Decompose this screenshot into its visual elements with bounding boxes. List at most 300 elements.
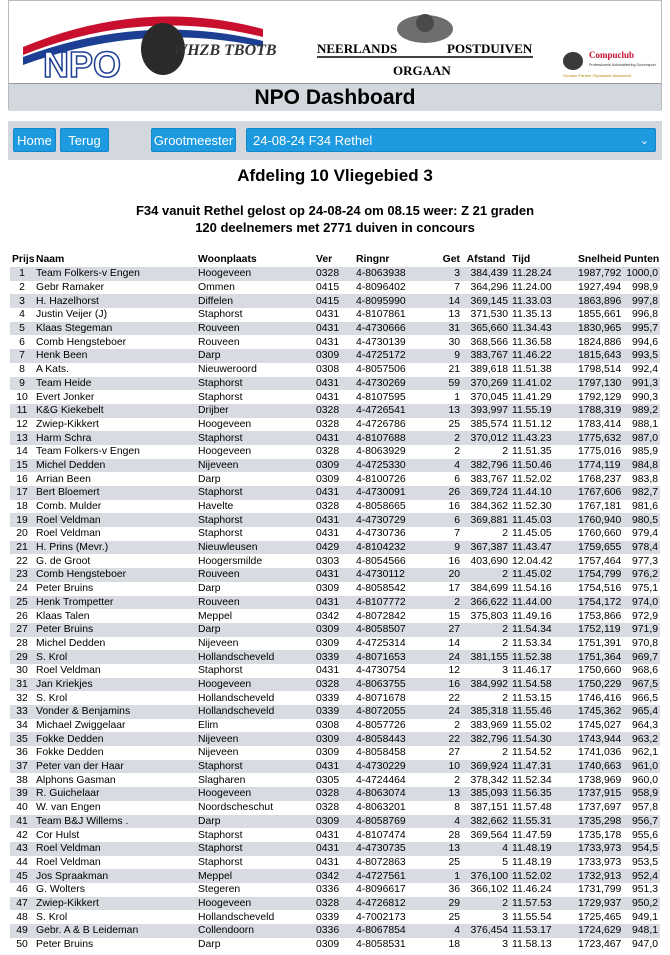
table-cell-afstand: 382,796 — [470, 459, 508, 471]
table-row — [10, 568, 660, 582]
back-button[interactable]: Terug — [60, 128, 109, 152]
table-cell-naam: Comb. Mulder — [36, 501, 102, 513]
table-cell-woonplaats: Nieuweroord — [198, 364, 257, 376]
table-cell-tijd: 11.52.02 — [512, 870, 552, 882]
table-cell-ver: 0309 — [316, 637, 340, 649]
table-cell-naam: Klaas Talen — [36, 610, 90, 622]
table-cell-prijs: 6 — [19, 336, 25, 348]
table-cell-get: 59 — [448, 377, 460, 389]
table-row — [10, 664, 660, 678]
table-cell-naam: Zwiep-Kikkert — [36, 418, 99, 430]
table-cell-woonplaats: Staphorst — [198, 761, 243, 773]
table-cell-woonplaats: Staphorst — [198, 528, 243, 540]
table-cell-ver: 0431 — [316, 596, 340, 608]
table-cell-punten: 947,0 — [631, 939, 658, 951]
table-cell-tijd: 11.52.34 — [512, 774, 552, 786]
table-cell-tijd: 11.55.02 — [512, 720, 552, 732]
table-cell-snelheid: 1863,896 — [578, 295, 622, 307]
table-cell-punten: 996,8 — [631, 309, 658, 321]
table-cell-snelheid: 1724,629 — [578, 925, 622, 937]
column-header-8: Snelheid — [578, 254, 622, 265]
table-cell-naam: Gebr. A & B Leideman — [36, 925, 139, 937]
table-cell-tijd: 11.46.17 — [512, 665, 552, 677]
table-cell-woonplaats: Hollandscheveld — [198, 706, 275, 718]
table-cell-prijs: 10 — [16, 391, 28, 403]
table-cell-afstand: 385,093 — [470, 788, 508, 800]
table-cell-afstand: 376,454 — [470, 925, 508, 937]
table-cell-prijs: 14 — [16, 446, 28, 458]
table-cell-naam: Fokke Dedden — [36, 747, 104, 759]
table-row — [10, 500, 660, 514]
logo-neerlands-text: NEERLANDS — [317, 41, 398, 56]
table-cell-tijd: 11.44.10 — [512, 487, 552, 499]
table-cell-ver: 0328 — [316, 405, 340, 417]
table-cell-ringnr: 4-8063201 — [356, 802, 406, 814]
table-cell-get: 4 — [454, 925, 460, 937]
table-cell-tijd: 11.52.02 — [512, 473, 552, 485]
compuclub-partner-text: Gouden Partner Olympiade Maastricht — [563, 73, 632, 78]
table-cell-naam: R. Guichelaar — [36, 788, 100, 800]
table-cell-punten: 976,2 — [631, 569, 658, 581]
table-cell-naam: Jos Spraakman — [36, 870, 109, 882]
table-cell-ver: 0336 — [316, 884, 340, 896]
table-row — [10, 349, 660, 363]
table-cell-ver: 0309 — [316, 350, 340, 362]
table-cell-ringnr: 4-8063074 — [356, 788, 406, 800]
table-cell-ver: 0328 — [316, 897, 340, 909]
table-cell-ringnr: 4-4730112 — [356, 569, 405, 581]
race-participants-info: 120 deelnemers met 2771 duiven in concours — [195, 220, 475, 235]
table-cell-prijs: 21 — [16, 542, 28, 554]
table-cell-woonplaats: Elim — [198, 720, 219, 732]
table-cell-ringnr: 4-4726541 — [356, 405, 406, 417]
table-cell-ver: 0431 — [316, 323, 340, 335]
table-cell-tijd: 11.51.35 — [512, 446, 552, 458]
table-cell-snelheid: 1735,178 — [578, 829, 622, 841]
table-cell-snelheid: 1733,973 — [578, 843, 622, 855]
table-row — [10, 828, 660, 842]
table-cell-tijd: 11.51.38 — [512, 364, 552, 376]
table-cell-tijd: 11.55.46 — [512, 706, 552, 718]
column-header-6: Afstand — [466, 254, 506, 265]
table-cell-ver: 0431 — [316, 856, 340, 868]
table-cell-get: 25 — [448, 856, 460, 868]
results-body — [10, 267, 660, 951]
table-row — [10, 335, 660, 349]
table-cell-naam: Arrian Been — [36, 473, 91, 485]
table-cell-get: 10 — [448, 761, 460, 773]
table-cell-snelheid: 1738,969 — [578, 774, 622, 786]
table-cell-afstand: 2 — [502, 569, 508, 581]
column-header-0: Prijs — [12, 254, 35, 265]
table-cell-get: 13 — [448, 788, 460, 800]
table-cell-woonplaats: Darp — [198, 583, 221, 595]
table-cell-ver: 0431 — [316, 829, 340, 841]
table-cell-punten: 969,7 — [631, 651, 658, 663]
table-cell-snelheid: 1729,937 — [578, 897, 622, 909]
table-row — [10, 678, 660, 692]
table-cell-afstand: 384,439 — [470, 268, 508, 280]
whzb-badge-text: WHZB TBOTB — [173, 42, 277, 59]
table-cell-ringnr: 4-8107772 — [356, 596, 406, 608]
table-cell-get: 15 — [448, 610, 460, 622]
table-cell-ringnr: 4-8072863 — [356, 856, 406, 868]
table-cell-prijs: 16 — [16, 473, 28, 485]
table-cell-prijs: 17 — [16, 487, 28, 499]
table-cell-tijd: 11.55.54 — [512, 911, 552, 923]
table-cell-woonplaats: Hollandscheveld — [198, 692, 275, 704]
table-cell-ringnr: 4-4725314 — [356, 637, 406, 649]
table-cell-ver: 0309 — [316, 815, 340, 827]
table-cell-afstand: 367,387 — [470, 542, 508, 554]
table-cell-prijs: 38 — [16, 774, 28, 786]
table-cell-woonplaats: Staphorst — [198, 309, 243, 321]
section-heading: Afdeling 10 Vliegebied 3 — [237, 166, 433, 185]
table-cell-prijs: 28 — [16, 637, 28, 649]
column-header-7: Tijd — [512, 254, 531, 265]
table-cell-snelheid: 1760,940 — [578, 514, 622, 526]
table-cell-prijs: 46 — [16, 884, 28, 896]
race-select[interactable] — [246, 128, 656, 152]
table-cell-ringnr: 4-8058458 — [356, 747, 406, 759]
table-row — [10, 856, 660, 870]
table-cell-afstand: 369,881 — [470, 514, 508, 526]
table-cell-woonplaats: Meppel — [198, 870, 233, 882]
table-cell-ringnr: 4-4727561 — [356, 870, 406, 882]
table-cell-punten: 957,8 — [631, 802, 658, 814]
column-header-4: Ringnr — [356, 254, 390, 265]
table-cell-punten: 980,5 — [631, 514, 658, 526]
table-cell-tijd: 11.56.35 — [512, 788, 552, 800]
table-cell-prijs: 50 — [16, 939, 28, 951]
table-cell-naam: Roel Veldman — [36, 856, 101, 868]
table-cell-get: 2 — [454, 432, 460, 444]
table-cell-afstand: 4 — [502, 843, 508, 855]
table-cell-get: 29 — [448, 897, 460, 909]
table-cell-punten: 981,6 — [631, 501, 658, 513]
table-cell-snelheid: 1788,319 — [578, 405, 622, 417]
table-cell-afstand: 382,662 — [470, 815, 508, 827]
table-cell-afstand: 371,530 — [470, 309, 508, 321]
table-cell-afstand: 385,574 — [470, 418, 508, 430]
table-cell-punten: 949,1 — [631, 911, 658, 923]
table-cell-ver: 0308 — [316, 720, 340, 732]
table-cell-snelheid: 1737,915 — [578, 788, 622, 800]
table-cell-naam: Michel Dedden — [36, 459, 106, 471]
table-cell-ringnr: 4-8096402 — [356, 282, 406, 294]
table-cell-tijd: 11.34.43 — [512, 323, 552, 335]
table-cell-naam: Evert Jonker — [36, 391, 95, 403]
table-cell-afstand: 384,362 — [470, 501, 508, 513]
table-cell-afstand: 2 — [502, 637, 508, 649]
npo-logo-text: NPO — [43, 44, 122, 79]
table-row — [10, 596, 660, 610]
table-cell-afstand: 384,992 — [470, 678, 508, 690]
table-cell-tijd: 11.45.02 — [512, 569, 552, 581]
table-cell-afstand: 385,318 — [470, 706, 508, 718]
table-cell-woonplaats: Staphorst — [198, 665, 243, 677]
table-cell-naam: Team Folkers-v Engen — [36, 446, 140, 458]
nav-bar — [8, 121, 662, 160]
table-cell-afstand: 381,155 — [470, 651, 508, 663]
table-cell-afstand: 368,566 — [470, 336, 508, 348]
table-cell-prijs: 25 — [16, 596, 28, 608]
table-cell-tijd: 11.41.29 — [512, 391, 552, 403]
table-row — [10, 308, 660, 322]
table-cell-ringnr: 4-8067854 — [356, 925, 406, 937]
results-header-row — [10, 252, 660, 267]
table-cell-afstand: 369,564 — [470, 829, 508, 841]
table-cell-ringnr: 4-4730666 — [356, 323, 406, 335]
table-cell-ringnr: 4-8057506 — [356, 364, 406, 376]
table-cell-tijd: 11.54.16 — [512, 583, 552, 595]
table-cell-woonplaats: Hollandscheveld — [198, 911, 275, 923]
table-cell-get: 2 — [454, 596, 460, 608]
table-cell-tijd: 11.55.19 — [512, 405, 552, 417]
table-cell-tijd: 11.36.58 — [512, 336, 552, 348]
table-cell-afstand: 393,997 — [470, 405, 508, 417]
table-cell-ver: 0431 — [316, 665, 340, 677]
table-cell-afstand: 383,767 — [470, 473, 508, 485]
table-cell-prijs: 40 — [16, 802, 28, 814]
table-cell-ringnr: 4-8107688 — [356, 432, 406, 444]
table-cell-snelheid: 1767,606 — [578, 487, 622, 499]
table-cell-snelheid: 1927,494 — [578, 282, 622, 294]
table-cell-prijs: 9 — [19, 377, 25, 389]
table-cell-ringnr: 4-8058769 — [356, 815, 406, 827]
table-cell-ver: 0431 — [316, 377, 340, 389]
table-cell-ringnr: 4-8071653 — [356, 651, 406, 663]
table-cell-ringnr: 4-8058507 — [356, 624, 406, 636]
table-cell-woonplaats: Nijeveen — [198, 733, 239, 745]
table-cell-punten: 954,5 — [631, 843, 658, 855]
table-cell-woonplaats: Staphorst — [198, 487, 243, 499]
table-cell-afstand: 2 — [502, 624, 508, 636]
table-cell-tijd: 11.44.00 — [512, 596, 552, 608]
table-cell-afstand: 375,803 — [470, 610, 508, 622]
table-cell-snelheid: 1775,016 — [578, 446, 622, 458]
table-cell-ringnr: 4-7002173 — [356, 911, 406, 923]
table-cell-punten: 990,3 — [631, 391, 658, 403]
table-cell-woonplaats: Stegeren — [198, 884, 241, 896]
table-cell-tijd: 11.48.19 — [512, 856, 552, 868]
table-cell-snelheid: 1723,467 — [578, 939, 622, 951]
table-cell-get: 7 — [454, 282, 460, 294]
table-cell-tijd: 11.54.30 — [512, 733, 552, 745]
page-title: NPO Dashboard — [9, 83, 661, 111]
table-cell-naam: Team Folkers-v Engen — [36, 268, 140, 280]
table-cell-snelheid: 1757,464 — [578, 555, 622, 567]
table-cell-ver: 0328 — [316, 501, 340, 513]
table-cell-snelheid: 1735,298 — [578, 815, 622, 827]
table-row — [10, 773, 660, 787]
table-cell-afstand: 383,767 — [470, 350, 508, 362]
table-cell-afstand: 364,296 — [470, 282, 508, 294]
home-button[interactable]: Home — [13, 128, 56, 152]
table-cell-punten: 994,6 — [631, 336, 658, 348]
table-cell-naam: G. de Groot — [36, 555, 91, 567]
table-row — [10, 705, 660, 719]
table-cell-prijs: 47 — [16, 897, 28, 909]
table-cell-afstand: 2 — [502, 747, 508, 759]
table-cell-get: 27 — [448, 624, 460, 636]
table-row — [10, 924, 660, 938]
table-cell-prijs: 5 — [19, 323, 25, 335]
table-cell-snelheid: 1767,181 — [578, 501, 622, 513]
table-cell-woonplaats: Diffelen — [198, 295, 234, 307]
table-cell-naam: Roel Veldman — [36, 514, 101, 526]
table-cell-get: 13 — [448, 405, 460, 417]
table-cell-naam: Cor Hulst — [36, 829, 80, 841]
table-cell-snelheid: 1798,514 — [578, 364, 622, 376]
table-cell-prijs: 30 — [16, 665, 28, 677]
table-row — [10, 377, 660, 391]
table-cell-prijs: 37 — [16, 761, 28, 773]
table-cell-ringnr: 4-8058542 — [356, 583, 406, 595]
table-cell-tijd: 11.43.47 — [512, 542, 552, 554]
table-cell-ringnr: 4-4726786 — [356, 418, 406, 430]
table-cell-get: 2 — [454, 720, 460, 732]
table-cell-ringnr: 4-4730091 — [356, 487, 406, 499]
table-cell-ringnr: 4-4724464 — [356, 774, 406, 786]
table-cell-punten: 983,8 — [631, 473, 658, 485]
table-cell-woonplaats: Darp — [198, 939, 221, 951]
table-row — [10, 582, 660, 596]
table-cell-tijd: 11.45.03 — [512, 514, 552, 526]
table-cell-woonplaats: Collendoorn — [198, 925, 255, 937]
table-cell-punten: 955,6 — [631, 829, 658, 841]
table-cell-get: 2 — [454, 774, 460, 786]
table-cell-ringnr: 4-8063929 — [356, 446, 406, 458]
table-cell-tijd: 11.53.17 — [512, 925, 552, 937]
table-cell-naam: Comb Hengsteboer — [36, 336, 127, 348]
table-cell-punten: 948,1 — [631, 925, 658, 937]
table-cell-prijs: 32 — [16, 692, 28, 704]
table-cell-naam: H. Hazelhorst — [36, 295, 99, 307]
table-cell-ringnr: 4-8072842 — [356, 610, 406, 622]
neerlands-postduiven-orgaan-logo — [307, 7, 543, 81]
table-cell-snelheid: 1768,237 — [578, 473, 622, 485]
table-cell-ringnr: 4-8057726 — [356, 720, 406, 732]
table-row — [10, 418, 660, 432]
column-header-2: Woonplaats — [198, 254, 257, 265]
table-cell-prijs: 36 — [16, 747, 28, 759]
table-cell-get: 22 — [448, 733, 460, 745]
table-row — [10, 459, 660, 473]
table-cell-prijs: 11 — [16, 405, 28, 417]
table-cell-tijd: 11.33.03 — [512, 295, 552, 307]
table-cell-afstand: 384,699 — [470, 583, 508, 595]
table-cell-tijd: 11.58.13 — [512, 939, 552, 951]
table-cell-ringnr: 4-8095990 — [356, 295, 406, 307]
table-cell-tijd: 11.51.12 — [512, 418, 552, 430]
table-cell-ringnr: 4-8100726 — [356, 473, 406, 485]
table-cell-get: 3 — [454, 268, 460, 280]
table-cell-tijd: 11.57.53 — [512, 897, 552, 909]
table-cell-ver: 0309 — [316, 747, 340, 759]
table-row — [10, 760, 660, 774]
table-cell-ver: 0309 — [316, 939, 340, 951]
table-row — [10, 390, 660, 404]
table-cell-ver: 0328 — [316, 268, 340, 280]
table-cell-naam: Roel Veldman — [36, 665, 101, 677]
table-cell-tijd: 11.49.16 — [512, 610, 552, 622]
table-cell-afstand: 382,796 — [470, 733, 508, 745]
table-cell-woonplaats: Hoogeveen — [198, 418, 252, 430]
table-cell-ver: 0431 — [316, 432, 340, 444]
table-cell-tijd: 11.35.13 — [512, 309, 552, 321]
table-cell-woonplaats: Hoogeveen — [198, 268, 252, 280]
table-cell-prijs: 34 — [16, 720, 28, 732]
table-cell-afstand: 370,045 — [470, 391, 508, 403]
grootmeester-button[interactable]: Grootmeester — [151, 128, 236, 152]
table-cell-punten: 960,0 — [631, 774, 658, 786]
table-cell-prijs: 41 — [16, 815, 28, 827]
table-cell-ringnr: 4-8107474 — [356, 829, 406, 841]
table-cell-get: 27 — [448, 747, 460, 759]
table-cell-afstand: 2 — [502, 528, 508, 540]
table-cell-woonplaats: Staphorst — [198, 391, 243, 403]
table-row — [10, 815, 660, 829]
table-row — [10, 527, 660, 541]
table-cell-afstand: 389,618 — [470, 364, 508, 376]
table-cell-ver: 0431 — [316, 528, 340, 540]
table-cell-ver: 0339 — [316, 651, 340, 663]
table-cell-naam: Zwiep-Kikkert — [36, 897, 99, 909]
table-cell-get: 22 — [448, 692, 460, 704]
table-cell-get: 17 — [448, 583, 460, 595]
table-cell-punten: 978,4 — [631, 542, 658, 554]
table-cell-naam: Team Heide — [36, 377, 92, 389]
table-cell-afstand: 383,969 — [470, 720, 508, 732]
table-cell-punten: 984,8 — [631, 459, 658, 471]
table-row — [10, 623, 660, 637]
table-cell-woonplaats: Darp — [198, 815, 221, 827]
table-row — [10, 910, 660, 924]
table-cell-punten: 953,5 — [631, 856, 658, 868]
table-cell-ringnr: 4-8054566 — [356, 555, 406, 567]
table-cell-afstand: 3 — [502, 911, 508, 923]
table-row — [10, 637, 660, 651]
table-row — [10, 281, 660, 295]
table-cell-ver: 0328 — [316, 418, 340, 430]
table-cell-ver: 0431 — [316, 309, 340, 321]
table-cell-afstand: 370,269 — [470, 377, 508, 389]
table-cell-ringnr: 4-4730729 — [356, 514, 406, 526]
table-row — [10, 883, 660, 897]
table-row — [10, 842, 660, 856]
table-cell-ver: 0328 — [316, 446, 340, 458]
table-cell-ringnr: 4-4730735 — [356, 843, 406, 855]
table-cell-punten: 987,0 — [631, 432, 658, 444]
table-cell-snelheid: 1760,660 — [578, 528, 622, 540]
table-cell-naam: Vonder & Benjamins — [36, 706, 131, 718]
table-cell-snelheid: 1815,643 — [578, 350, 622, 362]
table-cell-get: 16 — [448, 501, 460, 513]
table-cell-ringnr: 4-4730269 — [356, 377, 406, 389]
table-cell-naam: Peter Bruins — [36, 583, 94, 595]
table-cell-ver: 0431 — [316, 514, 340, 526]
table-cell-snelheid: 1830,965 — [578, 323, 622, 335]
table-row — [10, 431, 660, 445]
table-cell-woonplaats: Hoogeveen — [198, 446, 252, 458]
table-cell-ver: 0431 — [316, 761, 340, 773]
table-cell-woonplaats: Rouveen — [198, 336, 240, 348]
table-cell-prijs: 19 — [16, 514, 28, 526]
table-row — [10, 732, 660, 746]
table-cell-punten: 975,1 — [631, 583, 658, 595]
table-row — [10, 746, 660, 760]
